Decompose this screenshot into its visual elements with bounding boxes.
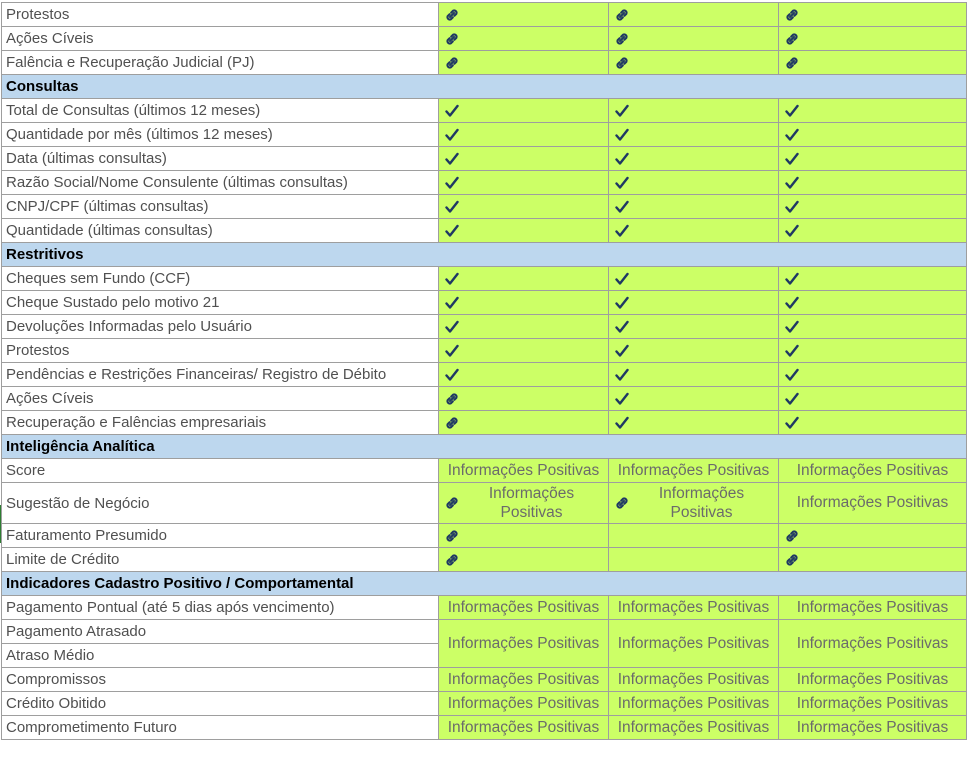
info-cell: Informações Positivas xyxy=(779,692,967,716)
table-cell xyxy=(609,315,779,339)
check-icon xyxy=(445,296,459,310)
table-cell xyxy=(609,195,779,219)
row-label: Devoluções Informadas pelo Usuário xyxy=(2,315,439,339)
table-cell xyxy=(779,339,967,363)
info-cell: Informações Positivas xyxy=(439,459,609,483)
check-icon xyxy=(785,296,799,310)
table-cell xyxy=(439,524,609,548)
check-icon xyxy=(785,128,799,142)
check-icon xyxy=(615,128,629,142)
check-icon xyxy=(785,176,799,190)
info-cell: Informações Positivas xyxy=(779,459,967,483)
check-icon xyxy=(615,272,629,286)
table-cell xyxy=(779,548,967,572)
check-icon xyxy=(785,200,799,214)
table-cell xyxy=(779,171,967,195)
info-cell: Informações Positivas xyxy=(609,620,779,668)
table-cell xyxy=(609,147,779,171)
table-cell xyxy=(439,548,609,572)
table-cell xyxy=(609,291,779,315)
table-cell xyxy=(779,123,967,147)
check-icon xyxy=(785,152,799,166)
table-cell xyxy=(779,411,967,435)
table-cell xyxy=(779,363,967,387)
check-icon xyxy=(615,392,629,406)
table-cell xyxy=(439,339,609,363)
check-icon xyxy=(445,224,459,238)
check-icon xyxy=(445,176,459,190)
table-cell xyxy=(779,291,967,315)
table-row xyxy=(2,147,967,171)
row-label: Protestos xyxy=(2,3,439,27)
table-row xyxy=(2,99,967,123)
section-header xyxy=(2,75,967,99)
check-icon xyxy=(615,320,629,334)
table-cell xyxy=(439,219,609,243)
info-cell xyxy=(609,483,779,524)
link-icon xyxy=(615,8,629,22)
row-label: Falência e Recuperação Judicial (PJ) xyxy=(2,51,439,75)
table-row xyxy=(2,596,967,620)
table-cell xyxy=(779,267,967,291)
link-icon xyxy=(445,416,459,430)
table-row xyxy=(2,692,967,716)
link-icon xyxy=(785,32,799,46)
table-cell xyxy=(609,363,779,387)
row-label: Ações Cíveis xyxy=(2,387,439,411)
table-cell xyxy=(439,27,609,51)
link-icon xyxy=(615,56,629,70)
table-cell xyxy=(609,219,779,243)
check-icon xyxy=(615,200,629,214)
table-cell xyxy=(609,411,779,435)
check-icon xyxy=(445,200,459,214)
table-row xyxy=(2,620,967,644)
row-label: CNPJ/CPF (últimas consultas) xyxy=(2,195,439,219)
row-label: Comprometimento Futuro xyxy=(2,716,439,740)
row-label: Cheque Sustado pelo motivo 21 xyxy=(2,291,439,315)
link-icon xyxy=(445,56,459,70)
table-row xyxy=(2,363,967,387)
section-title-restritivos: Restritivos xyxy=(2,243,967,267)
table-cell xyxy=(609,51,779,75)
check-icon xyxy=(785,368,799,382)
row-label: Compromissos xyxy=(2,668,439,692)
link-icon xyxy=(615,496,629,510)
table-cell xyxy=(609,123,779,147)
table-row xyxy=(2,668,967,692)
link-icon xyxy=(445,392,459,406)
table-row xyxy=(2,716,967,740)
table-row xyxy=(2,387,967,411)
table-row xyxy=(2,339,967,363)
check-icon xyxy=(615,344,629,358)
info-cell: Informações Positivas xyxy=(779,716,967,740)
table-cell xyxy=(439,195,609,219)
check-icon xyxy=(615,176,629,190)
check-icon xyxy=(615,224,629,238)
section-title-inteligencia: Inteligência Analítica xyxy=(2,435,967,459)
check-icon xyxy=(785,392,799,406)
check-icon xyxy=(785,344,799,358)
check-icon xyxy=(445,104,459,118)
info-cell: Informações Positivas xyxy=(609,692,779,716)
table-row xyxy=(2,524,967,548)
info-cell: Informações Positivas xyxy=(779,596,967,620)
table-row xyxy=(2,195,967,219)
check-icon xyxy=(785,104,799,118)
check-icon xyxy=(445,152,459,166)
section-title-consultas: Consultas xyxy=(2,75,967,99)
table-cell xyxy=(779,27,967,51)
check-icon xyxy=(445,344,459,358)
table-row xyxy=(2,267,967,291)
link-icon xyxy=(785,56,799,70)
table-cell xyxy=(779,147,967,171)
table-cell xyxy=(779,51,967,75)
table-cell xyxy=(779,387,967,411)
info-cell: Informações Positivas xyxy=(439,620,609,668)
row-label: Score xyxy=(2,459,439,483)
row-label: Ações Cíveis xyxy=(2,27,439,51)
info-cell: Informações Positivas xyxy=(439,668,609,692)
check-icon xyxy=(785,320,799,334)
info-text: Informações Positivas xyxy=(658,485,745,521)
feature-table xyxy=(1,2,967,740)
table-cell xyxy=(439,147,609,171)
table-cell xyxy=(439,315,609,339)
table-row xyxy=(2,51,967,75)
info-cell xyxy=(439,483,609,524)
table-cell xyxy=(609,387,779,411)
table-cell xyxy=(779,195,967,219)
section-title-indicadores: Indicadores Cadastro Positivo / Comportamental xyxy=(2,572,967,596)
table-cell xyxy=(609,339,779,363)
table-cell xyxy=(609,524,779,548)
check-icon xyxy=(445,368,459,382)
table-cell xyxy=(609,267,779,291)
row-label: Razão Social/Nome Consulente (últimas consultas) xyxy=(2,171,439,195)
section-header xyxy=(2,435,967,459)
row-label: Quantidade (últimas consultas) xyxy=(2,219,439,243)
table-cell xyxy=(439,267,609,291)
table-cell xyxy=(779,3,967,27)
table-cell xyxy=(439,363,609,387)
row-label: Pendências e Restrições Financeiras/ Registro de Débito xyxy=(2,363,439,387)
table-row xyxy=(2,291,967,315)
table-cell xyxy=(779,99,967,123)
table-cell xyxy=(609,99,779,123)
check-icon xyxy=(615,416,629,430)
section-header xyxy=(2,243,967,267)
table-row xyxy=(2,315,967,339)
row-label: Atraso Médio xyxy=(2,644,439,668)
row-label: Total de Consultas (últimos 12 meses) xyxy=(2,99,439,123)
link-icon xyxy=(445,8,459,22)
row-label: Recuperação e Falências empresariais xyxy=(2,411,439,435)
table-row xyxy=(2,411,967,435)
table-row xyxy=(2,459,967,483)
info-cell: Informações Positivas xyxy=(779,668,967,692)
link-icon xyxy=(445,553,459,567)
table-row xyxy=(2,171,967,195)
row-label: Protestos xyxy=(2,339,439,363)
check-icon xyxy=(615,368,629,382)
check-icon xyxy=(445,128,459,142)
row-label: Pagamento Atrasado xyxy=(2,620,439,644)
row-label: Sugestão de Negócio xyxy=(2,483,439,524)
table-cell xyxy=(439,387,609,411)
link-icon xyxy=(445,32,459,46)
link-icon xyxy=(785,8,799,22)
link-icon xyxy=(785,529,799,543)
table-row xyxy=(2,123,967,147)
link-icon xyxy=(785,553,799,567)
check-icon xyxy=(785,272,799,286)
table-cell xyxy=(439,291,609,315)
section-header xyxy=(2,572,967,596)
table-cell xyxy=(439,3,609,27)
link-icon xyxy=(445,496,459,510)
info-cell: Informações Positivas xyxy=(609,596,779,620)
table-row xyxy=(2,548,967,572)
table-cell xyxy=(609,171,779,195)
check-icon xyxy=(445,320,459,334)
row-label: Quantidade por mês (últimos 12 meses) xyxy=(2,123,439,147)
check-icon xyxy=(785,416,799,430)
table-row xyxy=(2,219,967,243)
info-cell: Informações Positivas xyxy=(779,620,967,668)
info-cell: Informações Positivas xyxy=(609,668,779,692)
info-cell: Informações Positivas xyxy=(779,483,967,524)
table-row xyxy=(2,483,967,524)
link-icon xyxy=(615,32,629,46)
row-label: Data (últimas consultas) xyxy=(2,147,439,171)
row-label: Pagamento Pontual (até 5 dias após vencimento) xyxy=(2,596,439,620)
check-icon xyxy=(615,296,629,310)
link-icon xyxy=(445,529,459,543)
row-label: Crédito Obitido xyxy=(2,692,439,716)
table-cell xyxy=(439,171,609,195)
table-cell xyxy=(439,123,609,147)
table-cell xyxy=(439,99,609,123)
check-icon xyxy=(785,224,799,238)
table-cell xyxy=(779,219,967,243)
check-icon xyxy=(615,104,629,118)
check-icon xyxy=(445,272,459,286)
info-text: Informações Positivas xyxy=(488,485,575,521)
table-cell xyxy=(609,3,779,27)
row-label: Cheques sem Fundo (CCF) xyxy=(2,267,439,291)
table-row xyxy=(2,27,967,51)
check-icon xyxy=(615,152,629,166)
info-cell: Informações Positivas xyxy=(609,459,779,483)
row-label: Faturamento Presumido xyxy=(2,524,439,548)
table-cell xyxy=(779,524,967,548)
table-cell xyxy=(609,548,779,572)
info-cell: Informações Positivas xyxy=(439,692,609,716)
table-cell xyxy=(779,315,967,339)
info-cell: Informações Positivas xyxy=(439,716,609,740)
table-row xyxy=(2,3,967,27)
table-cell xyxy=(439,411,609,435)
info-cell: Informações Positivas xyxy=(609,716,779,740)
table-cell xyxy=(609,27,779,51)
row-label: Limite de Crédito xyxy=(2,548,439,572)
table-cell xyxy=(439,51,609,75)
info-cell: Informações Positivas xyxy=(439,596,609,620)
